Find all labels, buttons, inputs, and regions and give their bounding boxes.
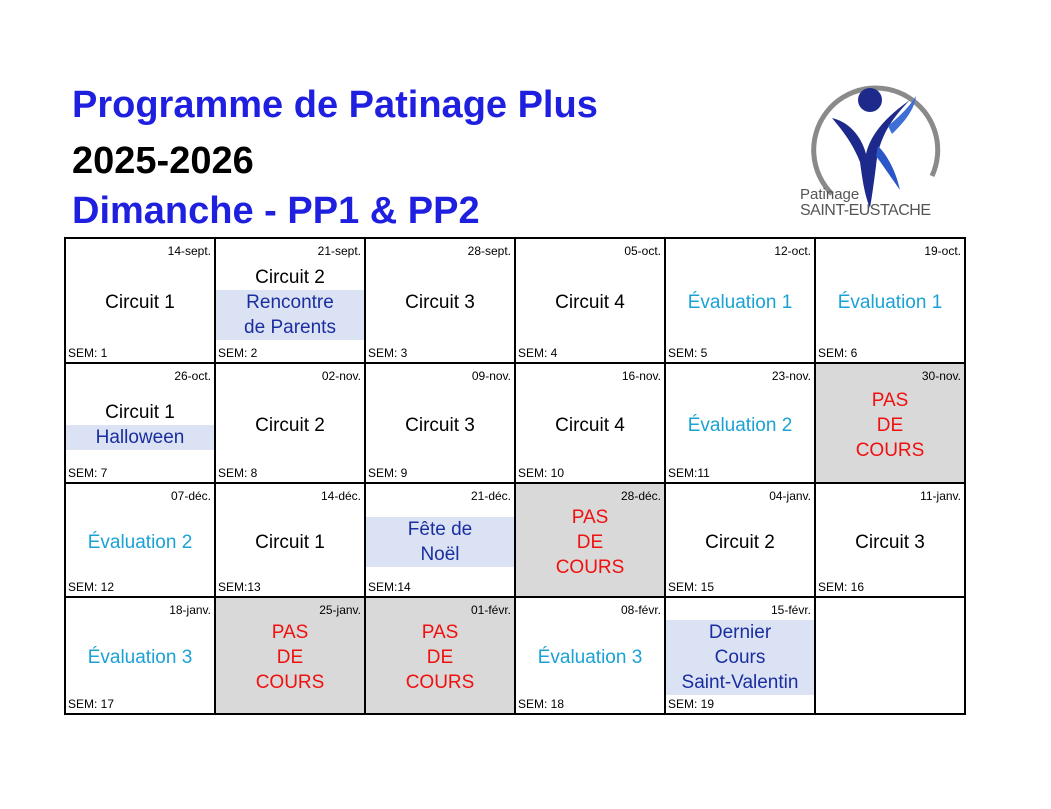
week-cell (516, 598, 666, 715)
activity-line: Saint-Valentin (666, 670, 814, 695)
week-activity (666, 384, 814, 466)
week-date: 16-nov. (621, 369, 661, 383)
activity-line: PAS (871, 389, 909, 411)
week-date: 01-févr. (470, 603, 511, 617)
week-date: 21-sept. (317, 244, 361, 258)
week-date: 11-janv. (920, 489, 961, 503)
activity-line: Circuit 2 (255, 414, 325, 436)
week-number: SEM: 12 (68, 580, 115, 594)
activity-line: COURS (855, 439, 925, 461)
week-activity (516, 259, 664, 346)
week-activity (216, 384, 364, 466)
week-activity (216, 618, 364, 697)
week-number: SEM: 16 (818, 580, 865, 594)
week-number: SEM: 8 (218, 466, 258, 480)
activity-line: Circuit 3 (405, 292, 475, 313)
activity-line: Circuit 4 (555, 414, 625, 436)
week-cell (816, 598, 966, 715)
week-activity (516, 384, 664, 466)
week-cell (816, 484, 966, 598)
calendar-row (66, 598, 966, 715)
activity-line: COURS (255, 672, 325, 693)
week-number: SEM: 17 (68, 697, 115, 711)
week-number: SEM: 7 (68, 466, 108, 480)
week-activity (216, 259, 364, 346)
week-activity (366, 504, 514, 580)
calendar-row (66, 484, 966, 598)
activity-line: Cours (666, 645, 814, 670)
activity-line: Circuit 3 (405, 414, 475, 436)
activity-line: PAS (271, 622, 309, 643)
activity-line: COURS (555, 556, 625, 578)
activity-line: Circuit 3 (855, 531, 925, 553)
week-activity (66, 259, 214, 346)
week-date: 26-oct. (174, 369, 211, 383)
week-cell (216, 484, 366, 598)
activity-line: Circuit 1 (105, 402, 175, 423)
week-activity (816, 384, 964, 466)
week-number: SEM: 2 (218, 346, 258, 360)
week-date: 02-nov. (321, 369, 361, 383)
activity-line: de Parents (216, 315, 364, 340)
activity-line: Noël (366, 542, 514, 567)
activity-line: Évaluation 3 (537, 647, 643, 668)
week-number: SEM: 9 (368, 466, 408, 480)
activity-line: Évaluation 1 (837, 292, 943, 313)
week-date: 15-févr. (770, 603, 811, 617)
week-date: 21-déc. (470, 489, 511, 503)
activity-line: Circuit 2 (255, 267, 325, 288)
page-title: Programme de Patinage Plus (72, 84, 598, 126)
week-date: 23-nov. (771, 369, 811, 383)
week-cell (66, 484, 216, 598)
week-cell (816, 239, 966, 364)
activity-line: DE (576, 531, 604, 553)
week-number: SEM:11 (668, 466, 710, 480)
week-number: SEM: 19 (668, 697, 715, 711)
week-number: SEM: 3 (368, 346, 408, 360)
week-date: 04-janv. (769, 489, 811, 503)
week-date: 18-janv. (169, 603, 211, 617)
week-activity (516, 618, 664, 697)
activity-line: Rencontre (216, 290, 364, 315)
activity-line: COURS (405, 672, 475, 693)
calendar-grid (64, 237, 966, 715)
week-number: SEM: 10 (518, 466, 565, 480)
week-cell (666, 598, 816, 715)
activity-line: PAS (571, 506, 609, 528)
week-date: 14-déc. (320, 489, 361, 503)
week-activity (366, 384, 514, 466)
week-cell (516, 364, 666, 484)
week-number: SEM:14 (368, 580, 411, 594)
week-cell-no-class (216, 598, 366, 715)
activity-line: DE (876, 414, 904, 436)
week-number: SEM: 4 (518, 346, 558, 360)
calendar-row (66, 364, 966, 484)
week-cell (216, 239, 366, 364)
week-cell (216, 364, 366, 484)
week-cell-no-class (516, 484, 666, 598)
week-activity (66, 618, 214, 697)
week-activity (816, 618, 964, 697)
activity-line: Évaluation 1 (687, 292, 793, 313)
calendar-row (66, 239, 966, 364)
activity-line: Évaluation 3 (87, 647, 193, 668)
week-date: 30-nov. (921, 369, 961, 383)
week-number: SEM: 1 (68, 346, 108, 360)
week-cell (666, 239, 816, 364)
activity-line: Circuit 1 (105, 292, 175, 313)
week-activity (666, 618, 814, 697)
week-cell (366, 364, 516, 484)
week-date: 08-févr. (620, 603, 661, 617)
week-cell (66, 239, 216, 364)
activity-line: Dernier (666, 620, 814, 645)
activity-line: Fête de (366, 517, 514, 542)
week-cell-no-class (366, 598, 516, 715)
season-label: 2025-2026 (72, 140, 254, 182)
week-cell (666, 484, 816, 598)
activity-line: DE (426, 647, 454, 668)
schedule-subtitle: Dimanche - PP1 & PP2 (72, 190, 480, 232)
week-number: SEM: 5 (668, 346, 708, 360)
week-activity (216, 504, 364, 580)
activity-line: DE (276, 647, 304, 668)
week-date: 14-sept. (167, 244, 211, 258)
week-cell (366, 239, 516, 364)
week-activity (666, 259, 814, 346)
activity-line: Circuit 1 (255, 531, 325, 553)
week-cell (666, 364, 816, 484)
week-activity (816, 504, 964, 580)
week-number: SEM: 18 (518, 697, 565, 711)
activity-line: Halloween (66, 425, 214, 450)
club-logo (792, 76, 942, 226)
logo-text-patinage: Patinage (800, 186, 860, 203)
week-number: SEM:13 (218, 580, 261, 594)
week-date: 28-déc. (620, 489, 661, 503)
week-date: 28-sept. (467, 244, 511, 258)
week-activity (666, 504, 814, 580)
week-date: 05-oct. (624, 244, 661, 258)
week-cell (66, 598, 216, 715)
week-cell-no-class (816, 364, 966, 484)
week-number: SEM: 15 (668, 580, 715, 594)
activity-line: Circuit 4 (555, 292, 625, 313)
week-activity (66, 384, 214, 466)
week-date: 09-nov. (471, 369, 511, 383)
week-activity (366, 618, 514, 697)
week-number: SEM: 6 (818, 346, 858, 360)
activity-line: PAS (421, 622, 459, 643)
week-activity (366, 259, 514, 346)
week-date: 12-oct. (774, 244, 811, 258)
week-cell (516, 239, 666, 364)
week-date: 19-oct. (924, 244, 961, 258)
week-activity (816, 259, 964, 346)
activity-line: Évaluation 2 (687, 414, 793, 436)
activity-line: Circuit 2 (705, 531, 775, 553)
week-activity (516, 504, 664, 580)
week-cell (366, 484, 516, 598)
week-date: 25-janv. (319, 603, 361, 617)
week-activity (66, 504, 214, 580)
activity-line: Évaluation 2 (87, 531, 193, 553)
week-cell (66, 364, 216, 484)
week-date: 07-déc. (170, 489, 211, 503)
logo-text-saint-eustache: SAINT-EUSTACHE (800, 202, 931, 219)
